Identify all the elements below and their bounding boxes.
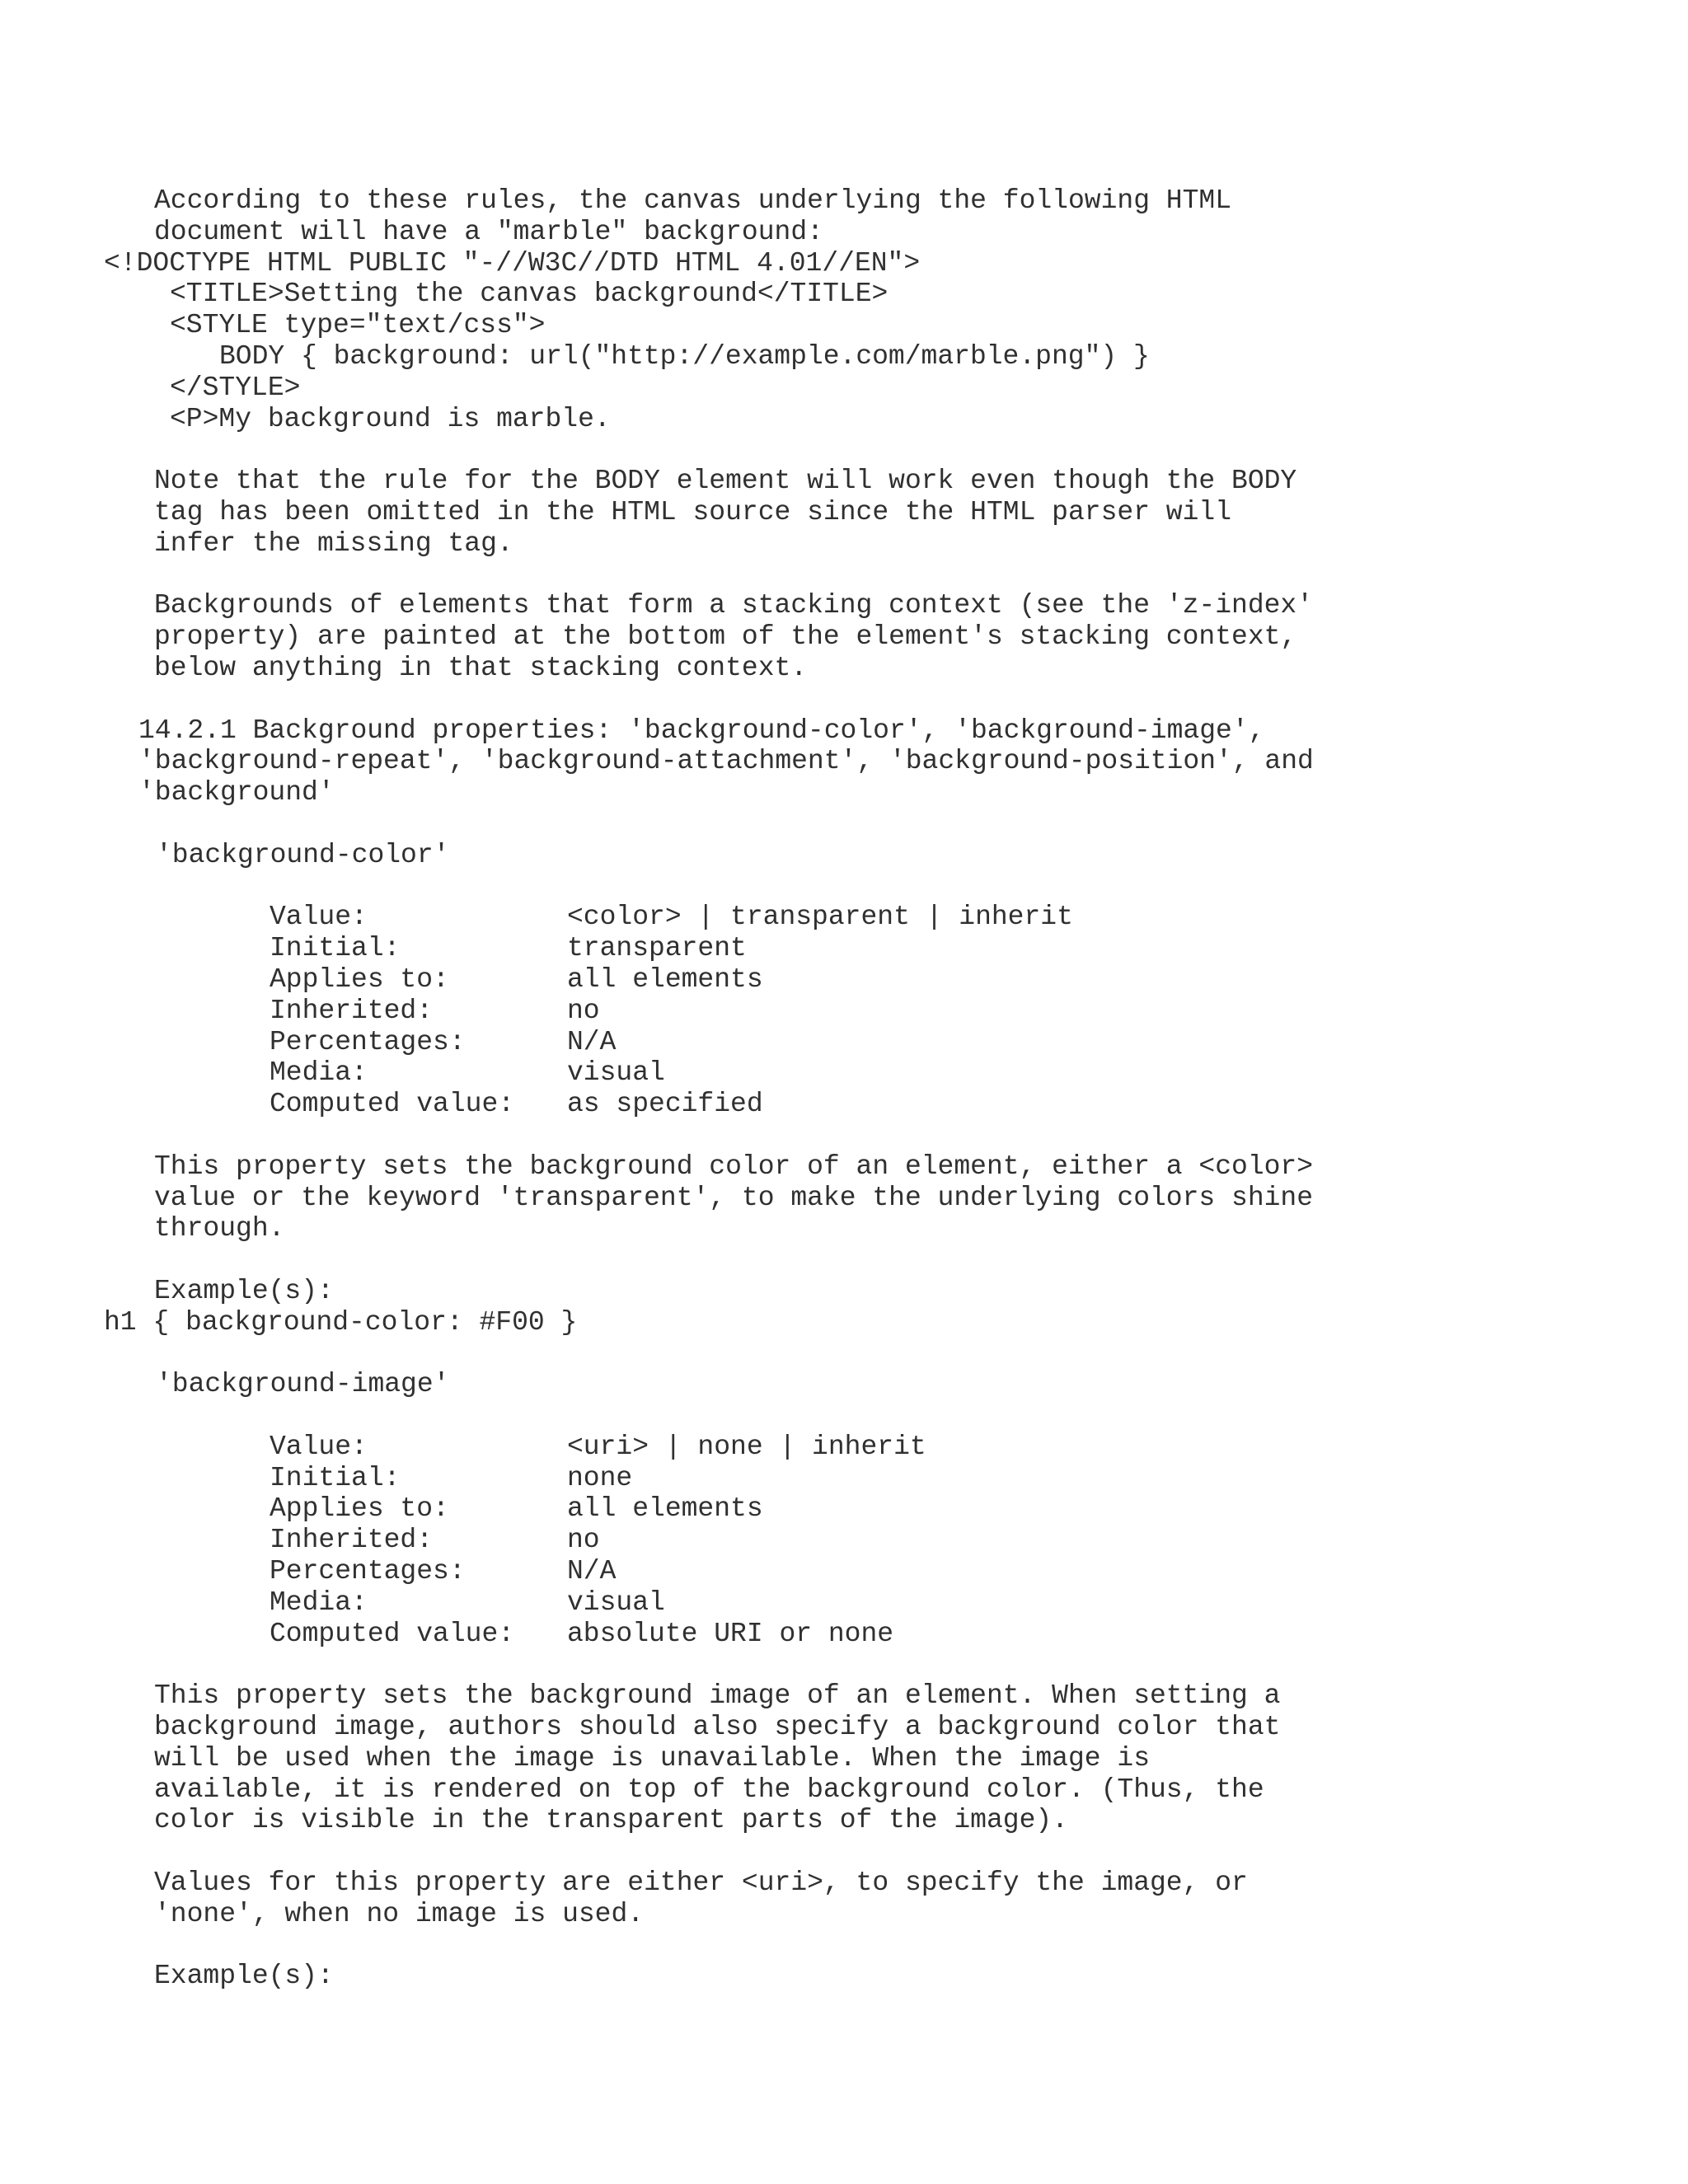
example-label: Example(s): — [154, 1961, 334, 1992]
property-key: Value: — [270, 1431, 368, 1462]
property-key: Inherited: — [270, 1525, 434, 1556]
code-line: </STYLE> — [170, 372, 301, 403]
note-line: tag has been omitted in the HTML source since the HTML parser will — [154, 496, 1232, 527]
property-row — [270, 902, 1671, 933]
property-key: Percentages: — [270, 1026, 466, 1057]
property-name-background-color: 'background-color' — [156, 839, 450, 870]
property-key: Applies to: — [270, 1493, 449, 1525]
property-key: Inherited: — [270, 995, 434, 1026]
property-row — [270, 1493, 1671, 1525]
property-row — [270, 964, 1671, 996]
code-line: <P>My background is marble. — [170, 403, 611, 434]
property-value: visual — [567, 1586, 665, 1618]
intro-line: According to these rules, the canvas underlying the following HTML — [154, 185, 1232, 216]
property-value: none — [567, 1462, 633, 1493]
property-key: Media: — [270, 1586, 368, 1618]
values-line: 'none', when no image is used. — [154, 1898, 645, 1929]
section-heading: 14.2.1 Background properties: 'background-color', 'background-image', — [138, 715, 1265, 746]
property-value: <color> | transparent | inherit — [567, 902, 1073, 933]
property-key: Percentages: — [270, 1556, 466, 1587]
code-line: <STYLE type="text/css"> — [170, 310, 546, 341]
property-key: Value: — [270, 902, 368, 933]
code-line: <TITLE>Setting the canvas background</TITLE> — [170, 279, 889, 310]
property-name-background-image: 'background-image' — [156, 1369, 450, 1400]
property-row — [270, 1587, 1671, 1619]
section-heading: 'background' — [138, 777, 335, 808]
description-line: will be used when the image is unavailable. When the image is — [154, 1742, 1150, 1774]
description-line: value or the keyword 'transparent', to make the underlying colors shine — [154, 1182, 1314, 1213]
property-value: all elements — [567, 963, 763, 995]
property-row — [270, 996, 1671, 1027]
code-block-canvas-example — [104, 247, 1671, 435]
description-line: available, it is rendered on top of the background color. (Thus, the — [154, 1774, 1264, 1805]
property-value: as specified — [567, 1089, 763, 1120]
property-key: Computed value: — [270, 1089, 515, 1120]
description-line: through. — [154, 1213, 285, 1244]
description-line: This property sets the background image of an element. When setting a — [154, 1680, 1281, 1712]
property-value: no — [567, 995, 600, 1026]
property-value: <uri> | none | inherit — [567, 1431, 926, 1462]
property-value: N/A — [567, 1026, 617, 1057]
property-key: Initial: — [270, 933, 401, 964]
property-row — [270, 1556, 1671, 1587]
property-key: Media: — [270, 1057, 368, 1089]
property-value: visual — [567, 1057, 665, 1089]
property-row — [270, 1027, 1671, 1058]
property-table-background-color — [154, 902, 1671, 1120]
property-row — [270, 1463, 1671, 1494]
stacking-line: below anything in that stacking context. — [154, 652, 808, 683]
property-value: all elements — [567, 1493, 763, 1525]
document-page — [104, 185, 1671, 1992]
description-line: This property sets the background color of an element, either a <color> — [154, 1151, 1314, 1182]
note-line: infer the missing tag. — [154, 527, 513, 559]
code-line: BODY { background: url("http://example.com/marble.png") } — [219, 340, 1150, 372]
code-line: <!DOCTYPE HTML PUBLIC "-//W3C//DTD HTML 4.01//EN"> — [104, 247, 921, 279]
property-row — [270, 1619, 1671, 1650]
property-value: N/A — [567, 1556, 617, 1587]
values-line: Values for this property are either <uri>, to specify the image, or — [154, 1868, 1248, 1899]
intro-line: document will have a "marble" background: — [154, 216, 823, 247]
property-value: no — [567, 1525, 600, 1556]
example-code: h1 { background-color: #F00 } — [104, 1306, 578, 1338]
section-heading: 'background-repeat', 'background-attachment', 'background-position', and — [138, 746, 1314, 777]
example-label: Example(s): — [154, 1275, 334, 1306]
property-key: Computed value: — [270, 1618, 515, 1649]
property-row — [270, 1525, 1671, 1556]
property-table-background-image — [154, 1432, 1671, 1650]
property-row — [270, 1089, 1671, 1120]
property-value: transparent — [567, 933, 747, 964]
property-value: absolute URI or none — [567, 1618, 894, 1649]
description-line: color is visible in the transparent parts of the image). — [154, 1805, 1068, 1836]
property-row — [270, 1432, 1671, 1463]
property-row — [270, 1057, 1671, 1089]
property-row — [270, 933, 1671, 964]
description-line: background image, authors should also specify a background color that — [154, 1712, 1281, 1743]
note-line: Note that the rule for the BODY element will work even though the BODY — [154, 466, 1297, 497]
stacking-line: property) are painted at the bottom of the element's stacking context, — [154, 621, 1297, 653]
property-key: Initial: — [270, 1462, 401, 1493]
property-key: Applies to: — [270, 963, 449, 995]
stacking-line: Backgrounds of elements that form a stacking context (see the 'z-index' — [154, 590, 1314, 621]
